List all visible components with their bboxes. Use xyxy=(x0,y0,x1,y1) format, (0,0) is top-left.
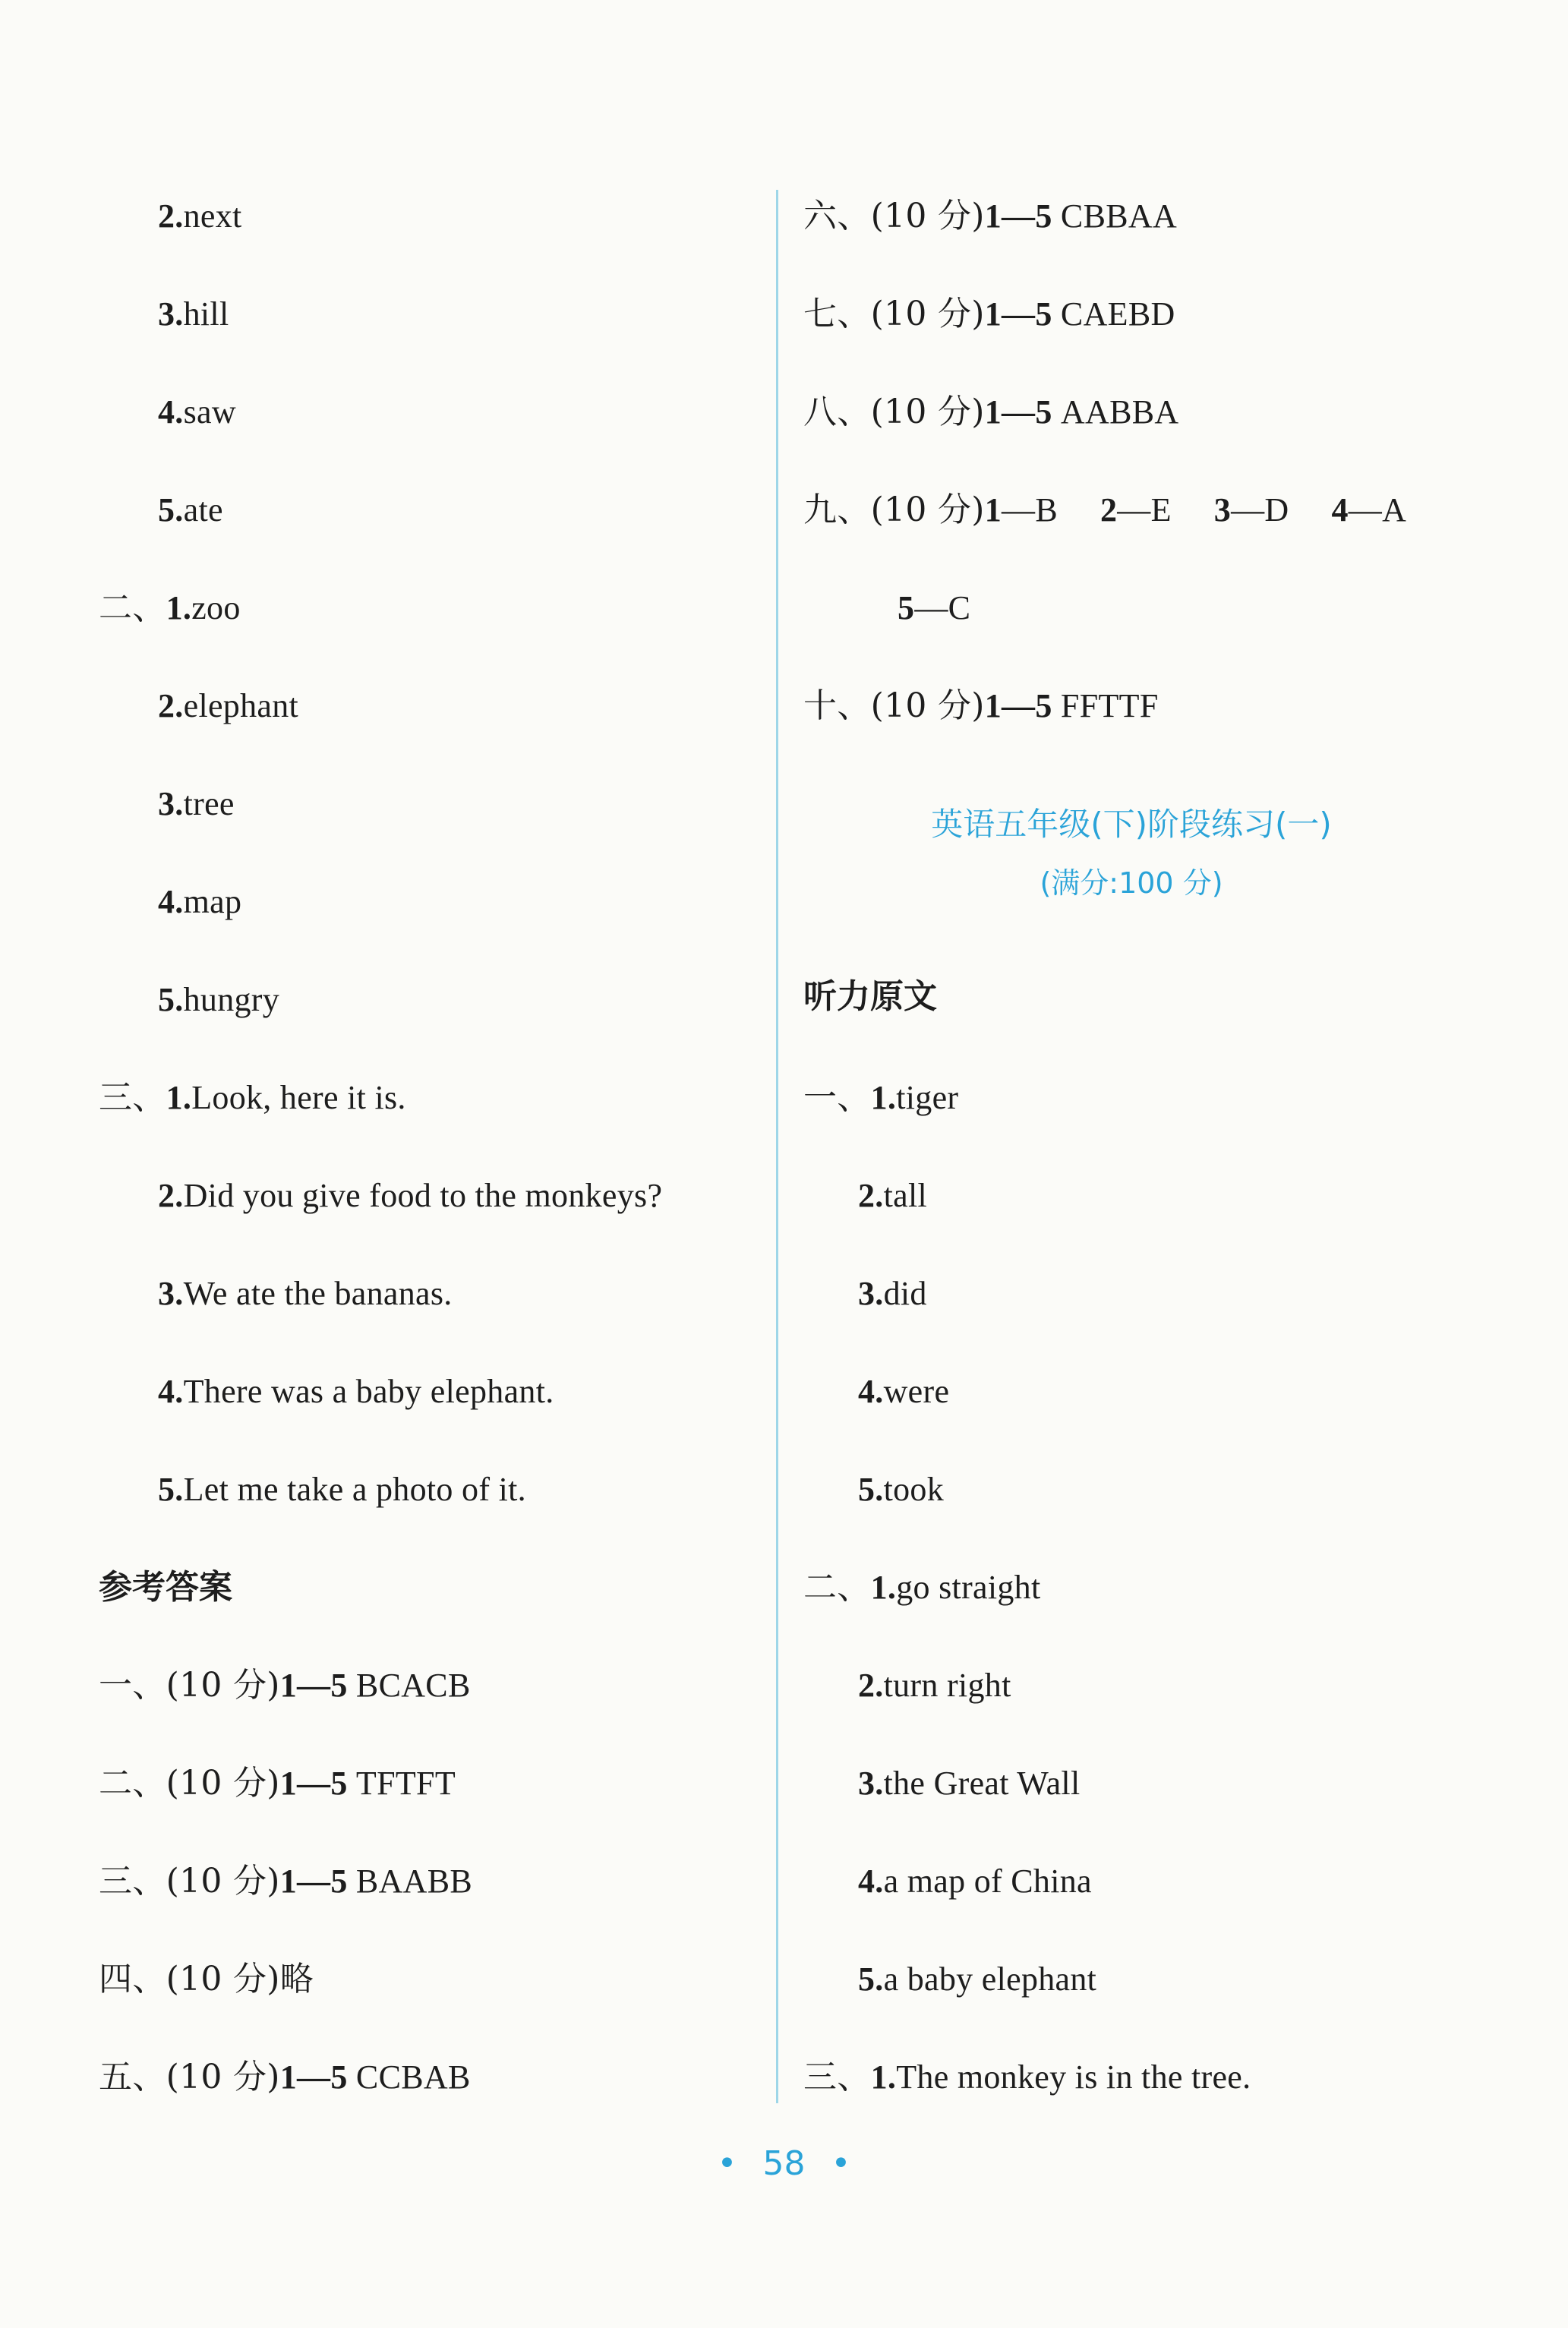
answer-line: 八、(10 分)1—5 AABBA xyxy=(803,393,1179,431)
list-item: 5.took xyxy=(858,1471,945,1508)
answer-line: 二、(10 分)1—5 TFTFT xyxy=(99,1764,456,1803)
column-divider xyxy=(776,190,778,2103)
list-item: 3.tree xyxy=(158,785,235,822)
list-item: 2.tall xyxy=(858,1177,928,1214)
answer-line-nine-cont: 5—C xyxy=(898,589,971,626)
list-item: 5.hungry xyxy=(158,981,280,1018)
answer-line: 六、(10 分)1—5 CBBAA xyxy=(803,197,1178,235)
answer-line: 十、(10 分)1—5 FFTTF xyxy=(803,686,1159,725)
list-item: 三、1.Look, here it is. xyxy=(99,1078,406,1117)
list-item: 2.elephant xyxy=(158,687,299,724)
list-item: 2.turn right xyxy=(858,1667,1011,1704)
list-item: 4.map xyxy=(158,883,242,920)
list-item: 3.did xyxy=(858,1275,927,1312)
section-title: 英语五年级(下)阶段练习(一) xyxy=(931,806,1332,843)
list-item: 5.Let me take a photo of it. xyxy=(158,1471,526,1508)
bullet-dot-icon: • xyxy=(831,2144,851,2183)
list-item: 2.Did you give food to the monkeys? xyxy=(158,1177,663,1214)
list-item: 三、1.The monkey is in the tree. xyxy=(803,2058,1251,2096)
bullet-dot-icon: • xyxy=(717,2144,737,2183)
list-item: 一、1.tiger xyxy=(803,1078,959,1117)
list-item: 二、1.go straight xyxy=(803,1568,1041,1607)
list-item: 5.ate xyxy=(158,491,223,528)
list-item: 4.were xyxy=(858,1373,950,1410)
list-item: 4.saw xyxy=(158,393,236,431)
answer-line: 五、(10 分)1—5 CCBAB xyxy=(99,2058,471,2096)
list-item: 4.a map of China xyxy=(858,1863,1092,1900)
list-item: 2.next xyxy=(158,197,242,235)
answers-heading: 参考答案 xyxy=(99,1568,232,1607)
list-item: 3.the Great Wall xyxy=(858,1765,1081,1802)
answer-line: 七、(10 分)1—5 CAEBD xyxy=(803,295,1175,333)
list-item: 3.We ate the bananas. xyxy=(158,1275,453,1312)
list-item: 4.There was a baby elephant. xyxy=(158,1373,554,1410)
list-item: 二、1.zoo xyxy=(99,588,241,627)
answer-line: 一、(10 分)1—5 BCACB xyxy=(99,1666,471,1705)
list-item: 3.hill xyxy=(158,295,229,333)
answer-line: 四、(10 分)略 xyxy=(99,1960,314,1998)
page-number-text: 58 xyxy=(762,2144,806,2183)
answer-line: 三、(10 分)1—5 BAABB xyxy=(99,1862,473,1901)
listening-heading: 听力原文 xyxy=(803,977,937,1016)
section-subtitle: (满分:100 分) xyxy=(1040,866,1223,900)
list-item: 5.a baby elephant xyxy=(858,1961,1097,1998)
answer-line-nine: 九、(10 分)1—B 2—E 3—D 4—A xyxy=(803,491,1407,529)
page-number xyxy=(0,2141,1568,2187)
